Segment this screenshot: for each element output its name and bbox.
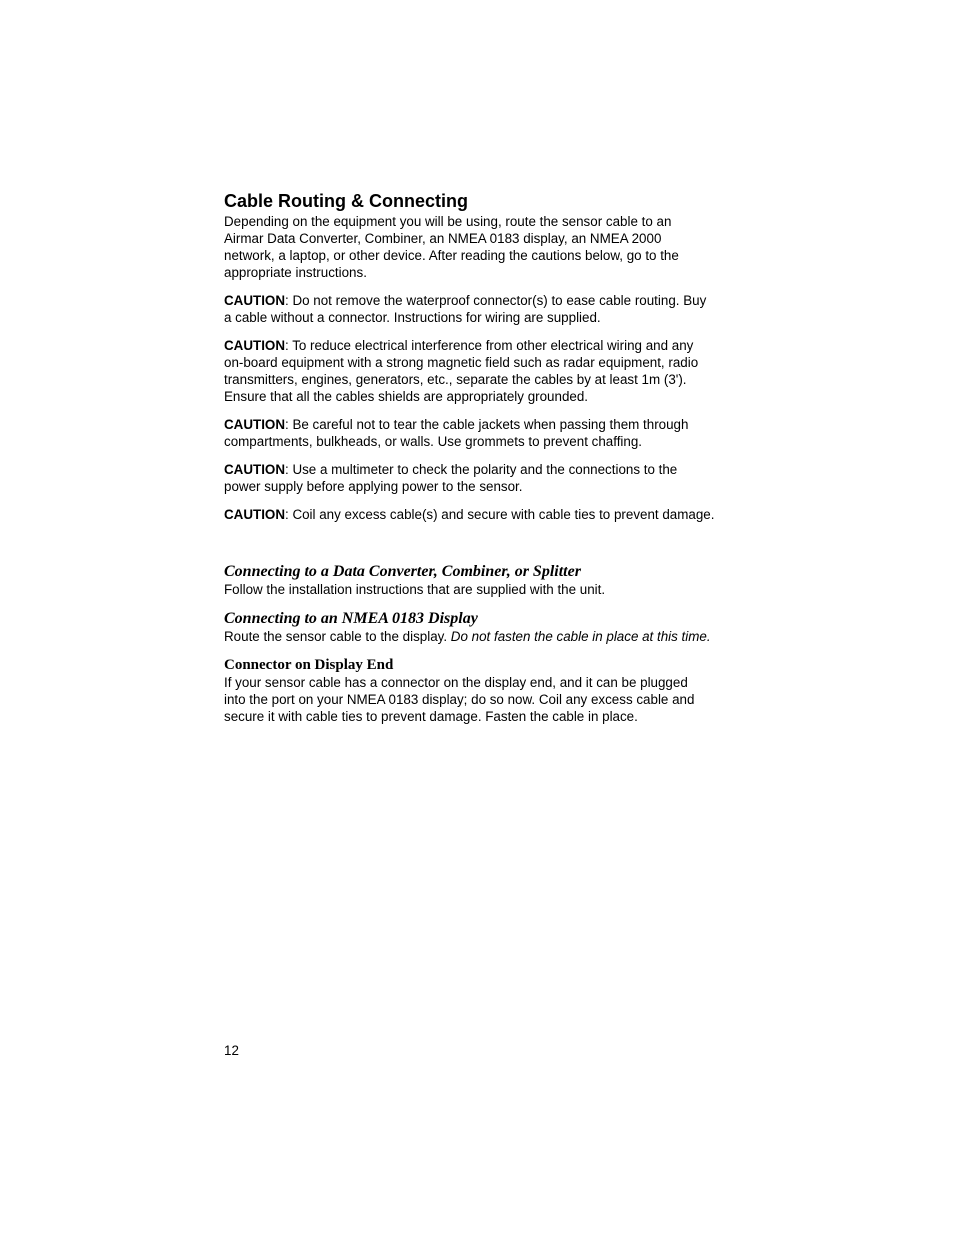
connector-display-end-heading: Connector on Display End <box>224 657 394 673</box>
caution-paragraph-3 <box>224 416 739 450</box>
intro-line: Airmar Data Converter, Combiner, an NMEA 0183 display, an NMEA 2000 <box>224 231 662 246</box>
connector-display-end-text <box>224 674 739 725</box>
caution-paragraph-5 <box>224 506 739 523</box>
section-title: Cable Routing & Connecting <box>224 191 468 211</box>
data-converter-heading: Connecting to a Data Converter, Combiner, or Splitter <box>224 563 581 580</box>
nmea-display-plain: Route the sensor cable to the display. <box>224 629 451 644</box>
caution-paragraph-2 <box>224 337 739 405</box>
caution-first-line <box>224 506 739 523</box>
intro-line: appropriate instructions. <box>224 265 367 280</box>
caution-first-line <box>224 461 739 478</box>
section-spacer <box>224 534 739 562</box>
nmea-display-heading: Connecting to an NMEA 0183 Display <box>224 610 478 627</box>
caution-first-line <box>224 292 739 309</box>
caution-line: on-board equipment with a strong magnetic field such as radar equipment, radio <box>224 355 699 370</box>
connector-display-end-line: secure it with cable ties to prevent damage. Fasten the cable in place. <box>224 709 638 724</box>
caution-first-line <box>224 337 739 354</box>
caution-label: CAUTION <box>224 462 285 477</box>
page-number: 12 <box>224 1043 239 1058</box>
connector-display-end-line: into the port on your NMEA 0183 display; do so now. Coil any excess cable and <box>224 692 695 707</box>
nmea-display-line <box>224 628 739 645</box>
intro-line: Depending on the equipment you will be using, route the sensor cable to an <box>224 214 672 229</box>
connector-display-end-line: If your sensor cable has a connector on the display end, and it can be plugged <box>224 675 688 690</box>
caution-line: a cable without a connector. Instructions for wiring are supplied. <box>224 310 601 325</box>
intro-line: network, a laptop, or other device. After reading the cautions below, go to the <box>224 248 679 263</box>
caution-text: : Be careful not to tear the cable jackets when passing them through <box>285 417 689 432</box>
caution-label: CAUTION <box>224 417 285 432</box>
caution-line: compartments, bulkheads, or walls. Use grommets to prevent chaffing. <box>224 434 643 449</box>
data-converter-text <box>224 581 739 598</box>
caution-label: CAUTION <box>224 293 285 308</box>
nmea-display-text <box>224 628 739 645</box>
caution-line: power supply before applying power to the sensor. <box>224 479 523 494</box>
intro-paragraph <box>224 213 739 281</box>
nmea-display-emphasis: Do not fasten the cable in place at this time. <box>450 629 711 644</box>
caution-text: : Use a multimeter to check the polarity and the connections to the <box>285 462 678 477</box>
caution-text: : To reduce electrical interference from other electrical wiring and any <box>285 338 694 353</box>
caution-label: CAUTION <box>224 507 285 522</box>
page-body <box>224 190 739 736</box>
caution-text: : Do not remove the waterproof connector(s) to ease cable routing. Buy <box>285 293 707 308</box>
data-converter-line: Follow the installation instructions that are supplied with the unit. <box>224 582 606 597</box>
caution-line: Ensure that all the cables shields are appropriately grounded. <box>224 389 589 404</box>
caution-paragraph-1 <box>224 292 739 326</box>
caution-label: CAUTION <box>224 338 285 353</box>
caution-line: transmitters, engines, generators, etc., separate the cables by at least 1m (3'). <box>224 372 687 387</box>
caution-text: : Coil any excess cable(s) and secure with cable ties to prevent damage. <box>285 507 715 522</box>
caution-paragraph-4 <box>224 461 739 495</box>
caution-first-line <box>224 416 739 433</box>
